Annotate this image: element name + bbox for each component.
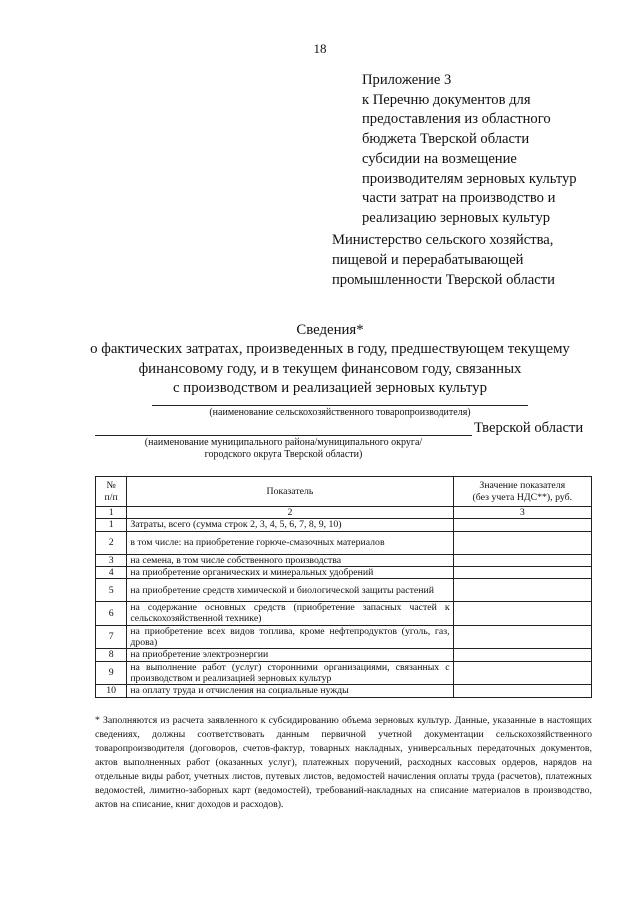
table-row	[96, 625, 592, 649]
ministry-line: промышленности Тверской области	[332, 272, 555, 288]
region-text: Тверской области	[474, 420, 584, 436]
appendix-line: части затрат на производство и	[362, 190, 556, 207]
row-value	[453, 531, 591, 554]
producer-caption: (наименование сельскохозяйственного товаропроизводителя)	[209, 407, 471, 418]
row-value	[453, 566, 591, 578]
producer-name-line	[152, 405, 528, 406]
table-row	[96, 685, 592, 697]
ministry-line: Министерство сельского хозяйства,	[332, 232, 554, 248]
table-row	[96, 531, 592, 554]
column-number: 1	[96, 507, 127, 519]
row-num: 2	[96, 531, 127, 554]
header-num-line: п/п	[104, 491, 118, 503]
row-indicator: на приобретение электроэнергии	[127, 649, 453, 661]
title-line: с производством и реализацией зерновых культур	[173, 380, 487, 397]
indicators-table	[95, 476, 592, 698]
header-indicator: Показатель	[127, 477, 453, 507]
row-indicator: на содержание основных средств (приобретение запасных частей к сельскохозяйственной технике)	[127, 602, 453, 626]
table-row	[96, 579, 592, 602]
district-name-line	[95, 435, 472, 436]
row-value	[453, 554, 591, 566]
column-number: 2	[127, 507, 453, 519]
header-num-line: №	[106, 480, 116, 492]
table-row	[96, 661, 592, 685]
appendix-line: предоставления из областного	[362, 111, 551, 128]
row-indicator: на оплату труда и отчисления на социальные нужды	[127, 685, 453, 697]
table-header-row	[96, 477, 592, 507]
row-indicator: на приобретение средств химической и биологической защиты растений	[127, 579, 453, 602]
appendix-line: Приложение 3	[362, 72, 452, 88]
row-num: 6	[96, 602, 127, 626]
table-row	[96, 554, 592, 566]
table-row	[96, 566, 592, 578]
row-indicator: в том числе: на приобретение горюче-смазочных материалов	[127, 531, 453, 554]
appendix-line: субсидии на возмещение	[362, 150, 517, 167]
column-number-row	[96, 507, 592, 519]
ministry-line: пищевой и перерабатывающей	[332, 252, 524, 268]
row-indicator: на семена, в том числе собственного производства	[127, 554, 453, 566]
district-caption-line: (наименование муниципального района/муниципального округа/	[144, 437, 423, 448]
row-value	[453, 685, 591, 697]
table-row	[96, 602, 592, 626]
row-indicator: на приобретение всех видов топлива, кроме нефтепродуктов (уголь, газ, дрова)	[127, 625, 453, 649]
row-indicator: на выполнение работ (услуг) сторонними организациями, связанных с производством и реализацией зерновых культур	[127, 661, 453, 685]
row-num: 4	[96, 566, 127, 578]
header-num	[96, 477, 127, 507]
column-number: 3	[453, 507, 591, 519]
row-value	[453, 649, 591, 661]
document-title	[60, 321, 600, 399]
appendix-line: производителям зерновых культур	[362, 170, 577, 187]
page-number: 18	[313, 41, 327, 56]
table-row	[96, 519, 592, 531]
district-caption	[95, 437, 472, 461]
row-num: 10	[96, 685, 127, 697]
row-num: 3	[96, 554, 127, 566]
header-value-line: (без учета НДС**), руб.	[472, 491, 573, 503]
appendix-header	[362, 71, 632, 229]
footnote: * Заполняются из расчета заявленного к субсидированию объема зерновых культур. Данные, указанные в настоящих сведениях, должны соответствовать данным первичной учетной документации сельскохозяйственного товаропроизводителя (договоров, счетов-фактур, товарных накладных, универсальных передаточных документов, актов выполненных работ (оказанных услуг), платежных поручений, расходных кассовых ордеров, нарядов на отдельные виды работ, учетных листов, путевых листов, ведомостей начисления оплаты труда (расчетов), платежных ведомостей, лимитно-заборных карт (ведомостей), требований-накладных на списание материалов в производство, актов на списание, книг доходов и расходов).	[95, 715, 592, 810]
ministry-addressee	[332, 230, 632, 290]
row-num: 7	[96, 625, 127, 649]
row-num: 9	[96, 661, 127, 685]
row-indicator: Затраты, всего (сумма строк 2, 3, 4, 5, 6, 7, 8, 9, 10)	[127, 519, 453, 531]
district-caption-line: городского округа Тверской области)	[204, 449, 363, 460]
title-line: о фактических затратах, произведенных в году, предшествующем текущему	[90, 341, 570, 358]
appendix-line: бюджета Тверской области	[362, 131, 530, 148]
row-num: 8	[96, 649, 127, 661]
row-value	[453, 579, 591, 602]
row-value	[453, 519, 591, 531]
row-num: 1	[96, 519, 127, 531]
row-value	[453, 661, 591, 685]
appendix-line: к Перечню документов для	[362, 91, 531, 108]
row-num: 5	[96, 579, 127, 602]
row-value	[453, 625, 591, 649]
table-row	[96, 649, 592, 661]
row-value	[453, 602, 591, 626]
row-indicator: на приобретение органических и минеральных удобрений	[127, 566, 453, 578]
header-value-line: Значение показателя	[479, 480, 566, 492]
appendix-line: реализацию зерновых культур	[362, 209, 551, 226]
title-heading: Сведения*	[296, 322, 364, 338]
header-value	[453, 477, 591, 507]
title-line: финансовому году, и в текущем финансовом году, связанных	[138, 360, 522, 377]
